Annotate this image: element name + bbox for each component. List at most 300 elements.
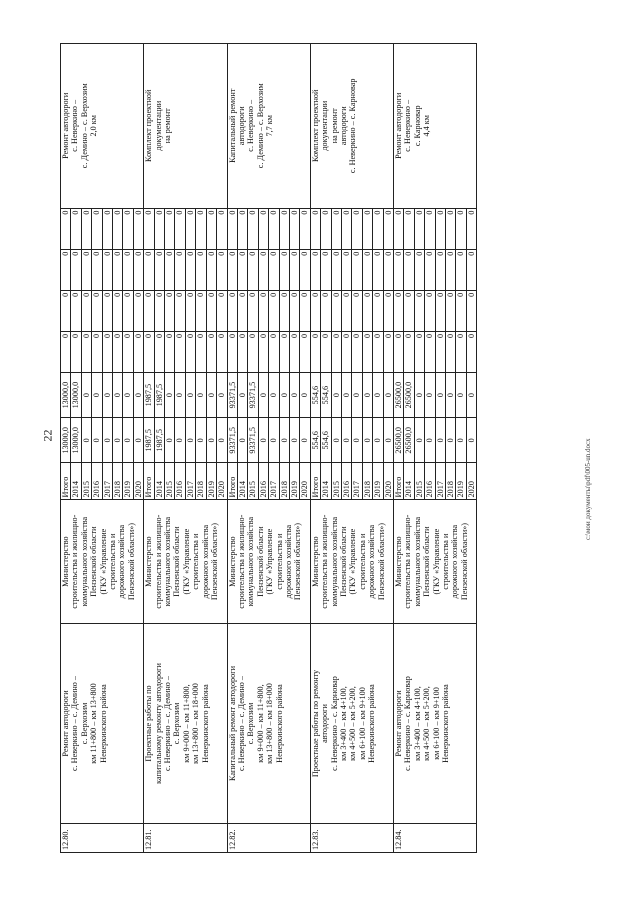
- item-executor: Министерство строительства и жилищно- коммунального хозяйства Пензенской области (ГКУ «Управление строительства и дорожного хозяйства Пензенской области»): [227, 500, 310, 623]
- value-cell: 0: [217, 331, 227, 372]
- year-cell: 2016: [175, 463, 185, 500]
- value-cell: 0: [196, 373, 206, 418]
- value-cell: 0: [331, 290, 341, 331]
- year-cell: 2020: [300, 463, 310, 500]
- value-cell: 0: [123, 249, 133, 290]
- year-cell: Итого: [144, 463, 154, 500]
- value-cell: 554,6: [321, 418, 331, 463]
- value-cell: 0: [154, 249, 164, 290]
- value-cell: 0: [446, 208, 456, 249]
- value-cell: 0: [446, 331, 456, 372]
- year-cell: 2019: [456, 463, 466, 500]
- value-cell: 0: [206, 418, 216, 463]
- value-cell: 0: [466, 331, 476, 372]
- value-cell: 0: [196, 249, 206, 290]
- value-cell: 0: [456, 418, 466, 463]
- value-cell: 93371,5: [227, 373, 237, 418]
- value-cell: 0: [165, 249, 175, 290]
- value-cell: 0: [310, 249, 320, 290]
- value-cell: 0: [258, 208, 268, 249]
- value-cell: 0: [144, 290, 154, 331]
- year-cell: Итого: [227, 463, 237, 500]
- item-executor: Министерство строительства и жилищно- коммунального хозяйства Пензенской области (ГКУ «Управление строительства и дорожного хозяйства Пензенской области»): [310, 500, 393, 623]
- year-cell: 2014: [321, 463, 331, 500]
- value-cell: 0: [81, 373, 91, 418]
- value-cell: 0: [404, 208, 414, 249]
- value-cell: 0: [92, 290, 102, 331]
- value-cell: 0: [102, 331, 112, 372]
- value-cell: 0: [289, 331, 299, 372]
- value-cell: 0: [331, 249, 341, 290]
- year-cell: 2019: [289, 463, 299, 500]
- value-cell: 0: [113, 290, 123, 331]
- table-row: [227, 44, 237, 853]
- value-cell: 0: [456, 373, 466, 418]
- value-cell: 0: [425, 249, 435, 290]
- item-executor: Министерство строительства и жилищно- коммунального хозяйства Пензенской области (ГКУ «Управление строительства и дорожного хозяйства Пензенской области»): [61, 500, 144, 623]
- item-number: 12.80.: [61, 824, 144, 853]
- value-cell: 0: [435, 208, 445, 249]
- item-executor: Министерство строительства и жилищно- коммунального хозяйства Пензенской области (ГКУ «Управление строительства и дорожного хозяйства Пензенской области»): [144, 500, 227, 623]
- value-cell: 13000,0: [71, 373, 81, 418]
- value-cell: 0: [466, 418, 476, 463]
- value-cell: 0: [300, 418, 310, 463]
- value-cell: 0: [175, 331, 185, 372]
- value-cell: 0: [237, 249, 247, 290]
- value-cell: 0: [92, 373, 102, 418]
- value-cell: 0: [269, 418, 279, 463]
- value-cell: 0: [237, 331, 247, 372]
- value-cell: 0: [81, 290, 91, 331]
- value-cell: 0: [414, 418, 424, 463]
- value-cell: 0: [456, 249, 466, 290]
- value-cell: 0: [61, 290, 71, 331]
- value-cell: 0: [165, 208, 175, 249]
- value-cell: 0: [237, 373, 247, 418]
- value-cell: 0: [206, 208, 216, 249]
- year-cell: 2018: [446, 463, 456, 500]
- value-cell: 0: [92, 418, 102, 463]
- year-cell: 2019: [206, 463, 216, 500]
- value-cell: 0: [248, 249, 258, 290]
- value-cell: 0: [92, 208, 102, 249]
- table-row: [310, 44, 320, 853]
- value-cell: 0: [144, 331, 154, 372]
- value-cell: 93371,5: [227, 418, 237, 463]
- year-cell: 2019: [123, 463, 133, 500]
- value-cell: 0: [154, 290, 164, 331]
- value-cell: 0: [321, 290, 331, 331]
- value-cell: 0: [175, 418, 185, 463]
- value-cell: 0: [217, 290, 227, 331]
- item-number: 12.84.: [394, 824, 477, 853]
- year-cell: 2015: [414, 463, 424, 500]
- value-cell: 0: [61, 331, 71, 372]
- value-cell: 0: [300, 290, 310, 331]
- value-cell: 0: [113, 331, 123, 372]
- value-cell: 0: [362, 418, 372, 463]
- value-cell: 0: [206, 290, 216, 331]
- year-cell: 2020: [466, 463, 476, 500]
- value-cell: 0: [373, 208, 383, 249]
- item-result: Ремонт автодороги с. Неверкино – с. Демино – с. Верхозим 2,0 км: [61, 44, 144, 209]
- year-cell: 2014: [404, 463, 414, 500]
- value-cell: 0: [165, 373, 175, 418]
- value-cell: 0: [289, 418, 299, 463]
- year-cell: 2015: [81, 463, 91, 500]
- value-cell: 0: [394, 331, 404, 372]
- value-cell: 0: [227, 249, 237, 290]
- value-cell: 0: [310, 290, 320, 331]
- value-cell: 93371,5: [248, 418, 258, 463]
- value-cell: 0: [144, 208, 154, 249]
- value-cell: 0: [237, 290, 247, 331]
- value-cell: 0: [300, 249, 310, 290]
- value-cell: 0: [248, 290, 258, 331]
- value-cell: 0: [123, 373, 133, 418]
- value-cell: 0: [321, 331, 331, 372]
- value-cell: 0: [435, 290, 445, 331]
- year-cell: 2016: [341, 463, 351, 500]
- value-cell: 0: [185, 290, 195, 331]
- value-cell: 0: [456, 208, 466, 249]
- value-cell: 1987,5: [154, 373, 164, 418]
- value-cell: 0: [144, 249, 154, 290]
- value-cell: 0: [217, 418, 227, 463]
- year-cell: 2015: [331, 463, 341, 500]
- table-row: [394, 44, 404, 853]
- item-result: Капитальный ремонт автодороги с. Неверкино – с. Демино – с. Верхозим 7,7 км: [227, 44, 310, 209]
- year-cell: 2017: [352, 463, 362, 500]
- value-cell: 0: [362, 290, 372, 331]
- value-cell: 0: [352, 208, 362, 249]
- value-cell: 0: [341, 331, 351, 372]
- value-cell: 0: [456, 290, 466, 331]
- value-cell: 0: [300, 373, 310, 418]
- table-row: [61, 44, 71, 853]
- value-cell: 0: [269, 208, 279, 249]
- value-cell: 0: [446, 290, 456, 331]
- value-cell: 0: [175, 290, 185, 331]
- value-cell: 0: [352, 373, 362, 418]
- value-cell: 0: [165, 331, 175, 372]
- value-cell: 0: [258, 290, 268, 331]
- value-cell: 0: [414, 290, 424, 331]
- rotated-table-container: [60, 43, 576, 853]
- value-cell: 0: [331, 418, 341, 463]
- value-cell: 0: [425, 331, 435, 372]
- value-cell: 0: [71, 208, 81, 249]
- value-cell: 0: [435, 331, 445, 372]
- value-cell: 0: [175, 249, 185, 290]
- value-cell: 0: [81, 249, 91, 290]
- value-cell: 0: [133, 208, 143, 249]
- value-cell: 0: [300, 331, 310, 372]
- value-cell: 0: [435, 373, 445, 418]
- value-cell: 0: [133, 331, 143, 372]
- value-cell: 0: [289, 249, 299, 290]
- value-cell: 0: [237, 208, 247, 249]
- value-cell: 0: [102, 249, 112, 290]
- value-cell: 0: [269, 249, 279, 290]
- value-cell: 0: [446, 373, 456, 418]
- budget-table: [60, 43, 477, 853]
- value-cell: 0: [435, 249, 445, 290]
- value-cell: 0: [92, 331, 102, 372]
- value-cell: 0: [310, 331, 320, 372]
- value-cell: 0: [341, 418, 351, 463]
- item-result: Комплект проектной документации на ремонт автодороги с. Неверкино – с. Карновар: [310, 44, 393, 209]
- value-cell: 0: [414, 249, 424, 290]
- value-cell: 0: [196, 290, 206, 331]
- value-cell: 0: [71, 290, 81, 331]
- item-number: 12.82.: [227, 824, 310, 853]
- value-cell: 0: [456, 331, 466, 372]
- value-cell: 0: [289, 208, 299, 249]
- year-cell: 2018: [362, 463, 372, 500]
- value-cell: 0: [321, 208, 331, 249]
- value-cell: 0: [373, 373, 383, 418]
- value-cell: 0: [383, 331, 393, 372]
- item-number: 12.81.: [144, 824, 227, 853]
- value-cell: 0: [258, 331, 268, 372]
- value-cell: 1987,5: [144, 418, 154, 463]
- item-name: Ремонт автодороги с. Неверкино – с. Демино – с. Верхозим км 11+800 – км 13+800 Неверкинского района: [61, 623, 144, 823]
- value-cell: 0: [102, 208, 112, 249]
- value-cell: 0: [383, 418, 393, 463]
- value-cell: 0: [414, 208, 424, 249]
- value-cell: 13000,0: [61, 418, 71, 463]
- year-cell: 2020: [217, 463, 227, 500]
- value-cell: 0: [352, 249, 362, 290]
- value-cell: 0: [383, 290, 393, 331]
- year-cell: 2017: [269, 463, 279, 500]
- value-cell: 0: [185, 331, 195, 372]
- value-cell: 0: [362, 249, 372, 290]
- value-cell: 0: [71, 331, 81, 372]
- value-cell: 26500,0: [404, 418, 414, 463]
- year-cell: 2019: [373, 463, 383, 500]
- value-cell: 0: [425, 418, 435, 463]
- value-cell: 0: [279, 208, 289, 249]
- value-cell: 0: [404, 331, 414, 372]
- value-cell: 0: [133, 373, 143, 418]
- value-cell: 0: [269, 373, 279, 418]
- value-cell: 0: [446, 249, 456, 290]
- value-cell: 0: [373, 418, 383, 463]
- value-cell: 0: [248, 331, 258, 372]
- value-cell: 0: [175, 373, 185, 418]
- value-cell: 0: [206, 373, 216, 418]
- value-cell: 0: [258, 249, 268, 290]
- value-cell: 0: [289, 290, 299, 331]
- year-cell: 2016: [258, 463, 268, 500]
- value-cell: 0: [352, 331, 362, 372]
- value-cell: 0: [341, 208, 351, 249]
- item-result: Комплект проектной документации на ремонт: [144, 44, 227, 209]
- value-cell: 0: [113, 249, 123, 290]
- value-cell: 0: [352, 290, 362, 331]
- table-row: [144, 44, 154, 853]
- item-name: Проектные работы по капитальному ремонту автодороги с. Неверкино – с. Демино – с. Верхозим км 9+000 – км 11+800, км 13+800 – км 18+000 Неверкинского района: [144, 623, 227, 823]
- item-name: Ремонт автодороги с. Неверкино – с. Карновар км 3+400 – км 4+100, км 4+500 – км 5+200, км 6+100 – км 9+100 Неверкинского района: [394, 623, 477, 823]
- year-cell: Итого: [310, 463, 320, 500]
- value-cell: 1987,5: [144, 373, 154, 418]
- year-cell: 2018: [196, 463, 206, 500]
- value-cell: 0: [154, 331, 164, 372]
- value-cell: 0: [102, 418, 112, 463]
- year-cell: 2015: [165, 463, 175, 500]
- value-cell: 0: [414, 331, 424, 372]
- value-cell: 0: [154, 208, 164, 249]
- value-cell: 0: [196, 418, 206, 463]
- item-number: 12.83.: [310, 824, 393, 853]
- value-cell: 0: [414, 373, 424, 418]
- value-cell: 0: [300, 208, 310, 249]
- value-cell: 0: [404, 249, 414, 290]
- year-cell: 2014: [71, 463, 81, 500]
- value-cell: 0: [258, 373, 268, 418]
- item-name: Капитальный ремонт автодороги с. Неверкино – с. Демино – с. Верхозим км 9+000 – км 11+800, км 13+800 – км 18+000 Неверкинского района: [227, 623, 310, 823]
- value-cell: 0: [123, 290, 133, 331]
- value-cell: 0: [435, 418, 445, 463]
- year-cell: 2014: [154, 463, 164, 500]
- value-cell: 0: [185, 418, 195, 463]
- value-cell: 26500,0: [394, 373, 404, 418]
- value-cell: 0: [123, 418, 133, 463]
- value-cell: 0: [248, 208, 258, 249]
- value-cell: 0: [258, 418, 268, 463]
- value-cell: 554,6: [310, 373, 320, 418]
- value-cell: 0: [165, 418, 175, 463]
- value-cell: 0: [383, 208, 393, 249]
- value-cell: 0: [175, 208, 185, 249]
- value-cell: 0: [362, 208, 372, 249]
- value-cell: 0: [341, 290, 351, 331]
- value-cell: 13000,0: [61, 373, 71, 418]
- value-cell: 93371,5: [248, 373, 258, 418]
- value-cell: 0: [185, 249, 195, 290]
- value-cell: 0: [133, 418, 143, 463]
- year-cell: 2016: [425, 463, 435, 500]
- value-cell: 0: [227, 290, 237, 331]
- value-cell: 0: [81, 418, 91, 463]
- value-cell: 0: [185, 373, 195, 418]
- value-cell: 0: [373, 331, 383, 372]
- value-cell: 0: [331, 208, 341, 249]
- value-cell: 0: [269, 331, 279, 372]
- value-cell: 0: [404, 290, 414, 331]
- value-cell: 0: [341, 249, 351, 290]
- year-cell: 2018: [279, 463, 289, 500]
- value-cell: 0: [123, 331, 133, 372]
- year-cell: 2018: [113, 463, 123, 500]
- value-cell: 0: [92, 249, 102, 290]
- value-cell: 0: [113, 373, 123, 418]
- year-cell: Итого: [61, 463, 71, 500]
- value-cell: 0: [466, 208, 476, 249]
- value-cell: 0: [383, 373, 393, 418]
- value-cell: 0: [425, 373, 435, 418]
- year-cell: 2017: [435, 463, 445, 500]
- value-cell: 0: [341, 373, 351, 418]
- item-executor: Министерство строительства и жилищно- коммунального хозяйства Пензенской области (ГКУ «Управление строительства и дорожного хозяйства Пензенской области»): [394, 500, 477, 623]
- value-cell: 0: [217, 208, 227, 249]
- value-cell: 0: [362, 373, 372, 418]
- year-cell: Итого: [394, 463, 404, 500]
- value-cell: 0: [331, 373, 341, 418]
- year-cell: 2014: [237, 463, 247, 500]
- year-cell: 2015: [248, 463, 258, 500]
- value-cell: 0: [227, 331, 237, 372]
- value-cell: 0: [362, 331, 372, 372]
- item-name: Проектные работы по ремонту автодороги с. Неверкино – с. Карновар км 3+400 – км 4+100, км 4+500 – км 5+200, км 6+100 – км 9+100 Неверкинского района: [310, 623, 393, 823]
- value-cell: 0: [217, 373, 227, 418]
- value-cell: 0: [289, 373, 299, 418]
- value-cell: 0: [279, 331, 289, 372]
- value-cell: 0: [61, 208, 71, 249]
- year-cell: 2017: [102, 463, 112, 500]
- year-cell: 2016: [92, 463, 102, 500]
- value-cell: 0: [279, 373, 289, 418]
- value-cell: 0: [206, 249, 216, 290]
- value-cell: 0: [425, 290, 435, 331]
- value-cell: 554,6: [310, 418, 320, 463]
- value-cell: 13000,0: [71, 418, 81, 463]
- value-cell: 0: [373, 290, 383, 331]
- value-cell: 0: [113, 418, 123, 463]
- value-cell: 0: [466, 290, 476, 331]
- value-cell: 0: [81, 208, 91, 249]
- value-cell: 0: [206, 331, 216, 372]
- value-cell: 554,6: [321, 373, 331, 418]
- year-cell: 2017: [185, 463, 195, 500]
- value-cell: 0: [133, 290, 143, 331]
- value-cell: 0: [383, 249, 393, 290]
- value-cell: 0: [466, 373, 476, 418]
- value-cell: 0: [425, 208, 435, 249]
- value-cell: 0: [71, 249, 81, 290]
- year-cell: 2020: [133, 463, 143, 500]
- value-cell: 0: [269, 290, 279, 331]
- value-cell: 0: [227, 208, 237, 249]
- value-cell: 0: [196, 331, 206, 372]
- footer-file-path: c:\мои документы\pdf\005-un.docx: [584, 438, 592, 540]
- value-cell: 0: [61, 249, 71, 290]
- value-cell: 0: [394, 290, 404, 331]
- value-cell: 26500,0: [404, 373, 414, 418]
- value-cell: 0: [394, 249, 404, 290]
- value-cell: 0: [321, 249, 331, 290]
- year-cell: 2020: [383, 463, 393, 500]
- value-cell: 0: [331, 331, 341, 372]
- value-cell: 0: [165, 290, 175, 331]
- value-cell: 0: [217, 249, 227, 290]
- value-cell: 0: [102, 373, 112, 418]
- value-cell: 26500,0: [394, 418, 404, 463]
- value-cell: 0: [279, 418, 289, 463]
- value-cell: 0: [113, 208, 123, 249]
- value-cell: 0: [373, 249, 383, 290]
- value-cell: 0: [196, 208, 206, 249]
- value-cell: 1987,5: [154, 418, 164, 463]
- value-cell: 0: [310, 208, 320, 249]
- value-cell: 0: [81, 331, 91, 372]
- value-cell: 0: [446, 418, 456, 463]
- value-cell: 0: [279, 249, 289, 290]
- page-number: 22: [40, 429, 55, 442]
- value-cell: 0: [123, 208, 133, 249]
